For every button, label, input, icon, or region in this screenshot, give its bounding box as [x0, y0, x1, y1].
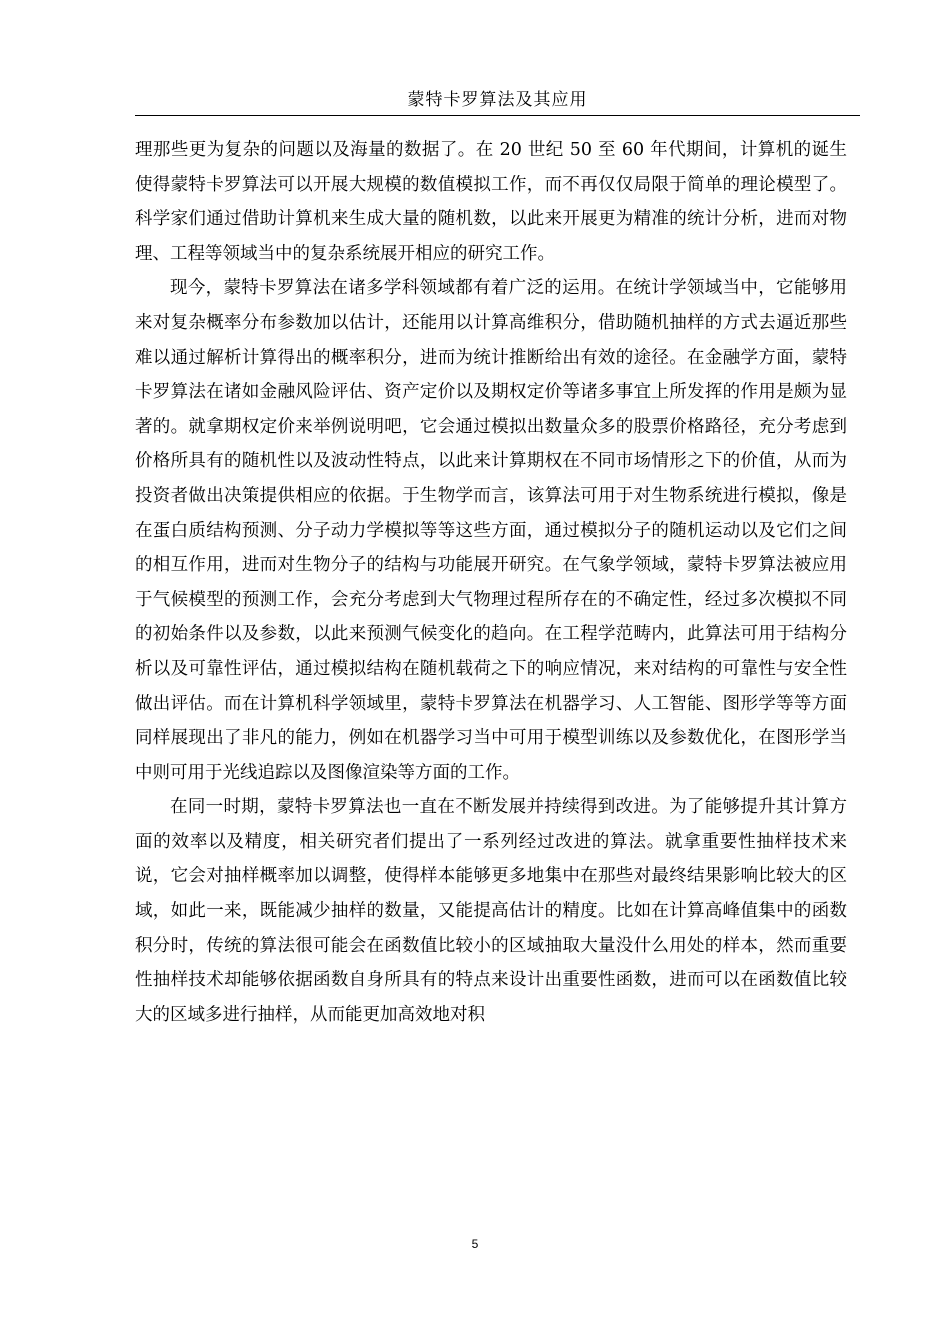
page-number: 5 [471, 1237, 479, 1251]
header-divider [135, 115, 860, 116]
body-text [135, 133, 847, 1032]
paragraph-applications: 现今，蒙特卡罗算法在诸多学科领域都有着广泛的运用。在统计学领域当中，它能够用来对复杂概率分布参数加以估计，还能用以计算高维积分，借助随机抽样的方式去逼近那些难以通过解析计算得出的概率积分，进而为统计推断给出有效的途径。在金融学方面，蒙特卡罗算法在诸如金融风险评估、资产定价以及期权定价等诸多事宜上所发挥的作用是颇为显著的。就拿期权定价来举例说明吧，它会通过模拟出数量众多的股票价格路径，充分考虑到价格所具有的随机性以及波动性特点，以此来计算期权在不同市场情形之下的价值，从而为投资者做出决策提供相应的依据。于生物学而言，该算法可用于对生物系统进行模拟，像是在蛋白质结构预测、分子动力学模拟等等这些方面，通过模拟分子的随机运动以及它们之间的相互作用，进而对生物分子的结构与功能展开研究。在气象学领域，蒙特卡罗算法被应用于气候模型的预测工作，会充分考虑到大气物理过程所存在的不确定性，经过多次模拟不同的初始条件以及参数，以此来预测气候变化的趋向。在工程学范畴内，此算法可用于结构分析以及可靠性评估，通过模拟结构在随机载荷之下的响应情况，来对结构的可靠性与安全性做出评估。而在计算机科学领域里，蒙特卡罗算法在机器学习、人工智能、图形学等等方面同样展现出了非凡的能力，例如在机器学习当中可用于模型训练以及参数优化，在图形学当中则可用于光线追踪以及图像渲染等方面的工作。 [135, 278, 847, 783]
paragraph-improvements: 在同一时期，蒙特卡罗算法也一直在不断发展并持续得到改进。为了能够提升其计算方面的效率以及精度，相关研究者们提出了一系列经过改进的算法。就拿重要性抽样技术来说，它会对抽样概率加以调整，使得样本能够更多地集中在那些对最终结果影响比较大的区域，如此一来，既能减少抽样的数量，又能提高估计的精度。比如在计算高峰值集中的函数积分时，传统的算法很可能会在函数值比较小的区域抽取大量没什么用处的样本，然而重要性抽样技术却能够依据函数自身所具有的特点来设计出重要性函数，进而可以在函数值比较大的区域多进行抽样，从而能更加高效地对积 [135, 797, 847, 1025]
running-header-title: 蒙特卡罗算法及其应用 [407, 90, 588, 110]
paragraph-continuation: 理那些更为复杂的问题以及海量的数据了。在 20 世纪 50 至 60 年代期间，计算机的诞生使得蒙特卡罗算法可以开展大规模的数值模拟工作，而不再仅仅局限于简单的理论模型了。科学家们通过借助计算机来生成大量的随机数，以此来开展更为精准的统计分析，进而对物理、工程等领域当中的复杂系统展开相应的研究工作。 [135, 140, 847, 264]
